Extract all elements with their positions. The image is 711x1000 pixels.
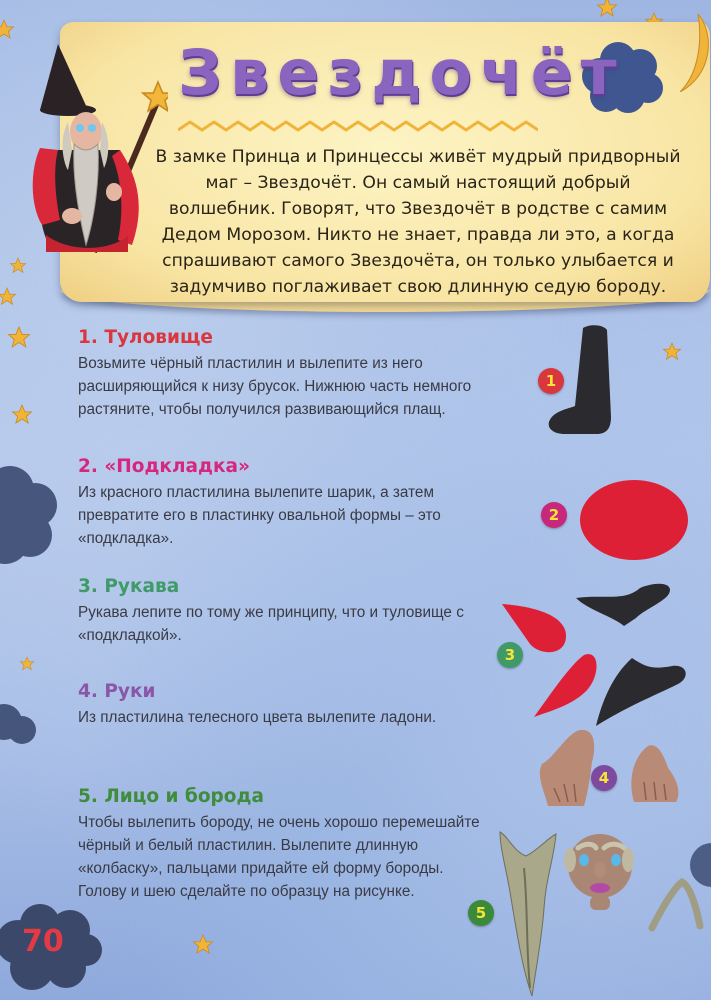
black-sleeve — [592, 652, 692, 732]
step-1-line: Возьмите чёрный пластилин и вылепите из него — [78, 355, 423, 372]
flesh-hand — [624, 742, 684, 804]
step-2 — [78, 455, 528, 550]
step-2-heading: 2. «Подкладка» — [78, 456, 250, 477]
step-badge-4: 4 — [591, 765, 617, 791]
step-3-line: Рукава лепите по тому же принципу, что и туловище с — [78, 604, 464, 621]
step-2-line: превратите его в пластинку овальной формы – это — [78, 507, 441, 524]
step-4-heading: 4. Руки — [78, 681, 156, 702]
intro-line: маг – Звездочёт. Он самый настоящий добрый — [205, 173, 631, 193]
mustache — [648, 878, 704, 932]
step-5 — [78, 785, 528, 903]
page-title: Звездочёт — [178, 36, 625, 109]
head — [564, 830, 634, 912]
intro-text — [134, 144, 702, 300]
red-sleeve-lining — [530, 645, 600, 720]
moon-icon — [680, 14, 711, 92]
step-5-heading: 5. Лицо и борода — [78, 786, 264, 807]
step-2-line: Из красного пластилина вылепите шарик, а затем — [78, 484, 434, 501]
red-oval-piece — [578, 476, 698, 562]
step-badge-5: 5 — [468, 900, 494, 926]
black-sleeve — [574, 582, 674, 632]
intro-line: задумчиво поглаживает свою длинную седую бороду. — [169, 277, 667, 297]
step-badge-3: 3 — [497, 642, 523, 668]
step-1-line: растяните, чтобы получился развивающийся плащ. — [78, 401, 446, 418]
beard — [496, 828, 562, 998]
page-number: 70 — [22, 924, 64, 959]
intro-line: В замке Принца и Принцессы живёт мудрый придворный — [155, 147, 681, 167]
step-5-line: чёрный и белый пластилин. Вылепите длинную — [78, 837, 419, 854]
step-3-line: «подкладкой». — [78, 627, 182, 644]
step-5-line: Голову и шею сделайте по образцу на рисунке. — [78, 883, 415, 900]
step-4 — [78, 680, 528, 729]
flesh-hand — [534, 728, 604, 808]
step-3-heading: 3. Рукава — [78, 576, 180, 597]
step-1 — [78, 326, 528, 421]
step-3 — [78, 575, 528, 647]
cloud-left-small — [0, 700, 42, 750]
intro-line: спрашивают самого Звездочёта, он только улыбается и — [162, 251, 674, 271]
step-5-line: Чтобы вылепить бороду, не очень хорошо перемешайте — [78, 814, 480, 831]
cloud-left — [0, 460, 70, 570]
intro-line: Дедом Морозом. Никто не знает, правда ли это, а когда — [161, 225, 675, 245]
step-4-line: Из пластилина телесного цвета вылепите ладони. — [78, 709, 437, 726]
step-badge-2: 2 — [541, 502, 567, 528]
step-2-line: «подкладка». — [78, 530, 174, 547]
step-5-line: «колбаску», пальцами придайте ей форму бороды. — [78, 860, 444, 877]
step-badge-1: 1 — [538, 368, 564, 394]
intro-line: волшебник. Говорят, что Звездочёт в родстве с самим — [168, 199, 668, 219]
step-1-line: расширяющийся к низу брусок. Нижнюю часть немного — [78, 378, 472, 395]
step-1-heading: 1. Туловище — [78, 327, 213, 348]
title-zigzag-underline — [178, 118, 538, 134]
